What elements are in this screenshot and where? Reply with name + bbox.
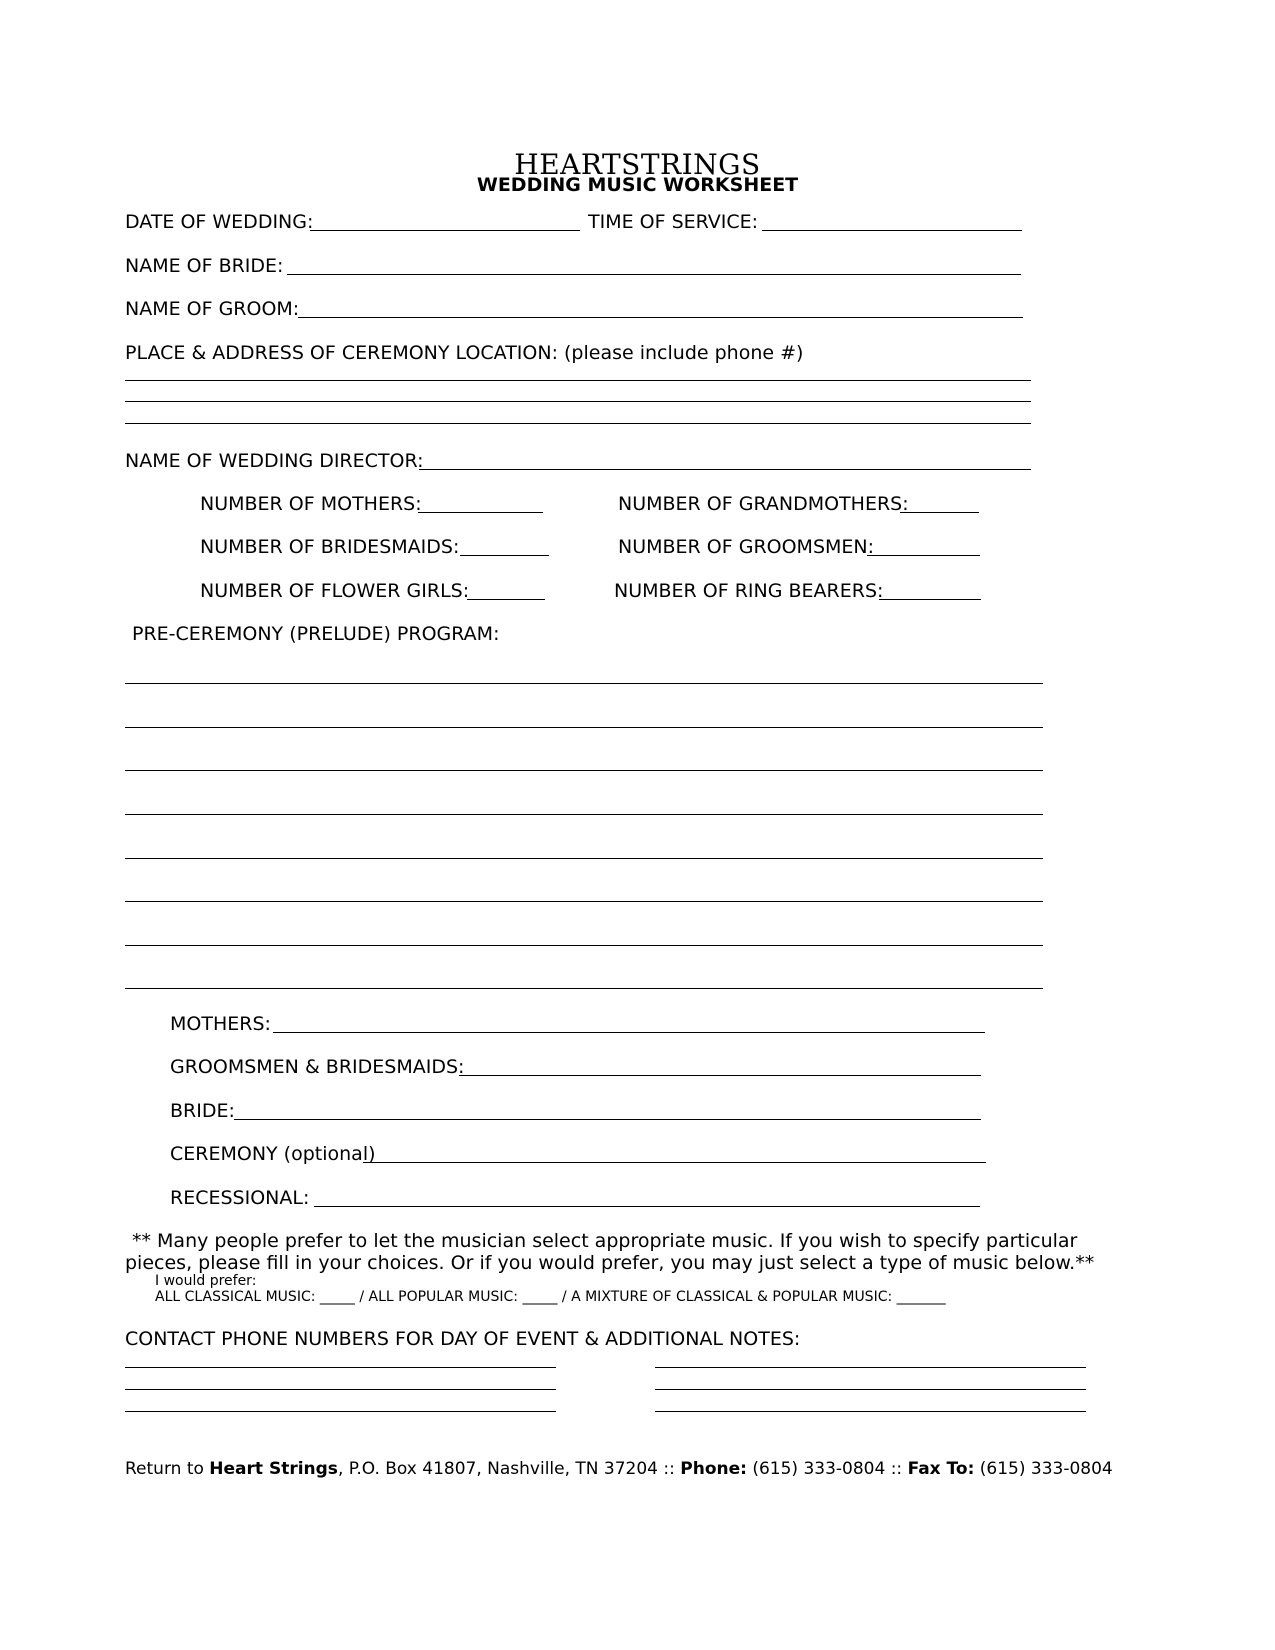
bride-field[interactable] [234, 1119, 981, 1120]
prelude-line-4[interactable] [125, 814, 1043, 815]
footer-phone: (615) 333-0804 :: [746, 1459, 908, 1479]
prelude-line-2[interactable] [125, 727, 1043, 728]
footer-fax: (615) 333-0804 [974, 1459, 1113, 1479]
groomsmen-bridesmaids-field[interactable] [459, 1075, 981, 1076]
ceremony-location-field-3[interactable] [125, 423, 1031, 424]
prelude-program-label: PRE-CEREMONY (PRELUDE) PROGRAM: [132, 623, 500, 645]
number-of-bridesmaids-label: NUMBER OF BRIDESMAIDS: [200, 536, 460, 558]
number-of-ring-bearers-label: NUMBER OF RING BEARERS: [614, 580, 884, 602]
date-of-wedding-field[interactable] [310, 230, 580, 231]
ceremony-field[interactable] [363, 1162, 986, 1163]
ceremony-label: CEREMONY (optional) [170, 1143, 376, 1165]
ceremony-location-field-2[interactable] [125, 401, 1031, 402]
number-of-ring-bearers-field[interactable] [879, 599, 981, 600]
time-of-service-label: TIME OF SERVICE: [588, 211, 759, 233]
contact-line-right-2[interactable] [655, 1389, 1086, 1390]
ceremony-location-field-1[interactable] [125, 380, 1031, 381]
music-note-line-2: pieces, please fill in your choices. Or if you would prefer, you may just select a type of music below.** [125, 1252, 1095, 1274]
date-of-wedding-label: DATE OF WEDDING: [125, 211, 314, 233]
number-of-groomsmen-field[interactable] [867, 555, 980, 556]
contact-line-left-1[interactable] [125, 1367, 556, 1368]
time-of-service-field[interactable] [762, 230, 1022, 231]
number-of-mothers-field[interactable] [418, 512, 543, 513]
footer-phone-label: Phone: [680, 1459, 747, 1479]
page-title: WEDDING MUSIC WORKSHEET [476, 174, 799, 196]
number-of-grandmothers-field[interactable] [900, 512, 979, 513]
number-of-mothers-label: NUMBER OF MOTHERS: [200, 493, 422, 515]
contact-line-right-3[interactable] [655, 1411, 1086, 1412]
contact-label: CONTACT PHONE NUMBERS FOR DAY OF EVENT & ADDITIONAL NOTES: [125, 1328, 801, 1350]
heartstrings-logo: HEARTSTRINGS [514, 148, 761, 181]
wedding-director-field[interactable] [419, 469, 1031, 470]
recessional-field[interactable] [314, 1206, 980, 1207]
prelude-line-7[interactable] [125, 945, 1043, 946]
ceremony-location-label: PLACE & ADDRESS OF CEREMONY LOCATION: (please include phone #) [125, 342, 804, 364]
number-of-grandmothers-label: NUMBER OF GRANDMOTHERS: [618, 493, 909, 515]
bride-label: BRIDE: [170, 1100, 235, 1122]
mothers-field[interactable] [273, 1032, 985, 1033]
contact-line-left-3[interactable] [125, 1411, 556, 1412]
name-of-bride-field[interactable] [287, 274, 1021, 275]
prelude-line-5[interactable] [125, 858, 1043, 859]
prelude-line-3[interactable] [125, 770, 1043, 771]
footer-return-to: Return to [125, 1459, 210, 1479]
prelude-line-1[interactable] [125, 683, 1043, 684]
contact-line-right-1[interactable] [655, 1367, 1086, 1368]
number-of-bridesmaids-field[interactable] [460, 555, 549, 556]
mothers-label: MOTHERS: [170, 1013, 271, 1035]
number-of-flower-girls-field[interactable] [467, 599, 545, 600]
prelude-line-8[interactable] [125, 988, 1043, 989]
music-preference-options[interactable]: ALL CLASSICAL MUSIC: _____ / ALL POPULAR MUSIC: _____ / A MIXTURE OF CLASSICAL & POPULAR MUSIC: _______ [155, 1289, 946, 1305]
footer-company: Heart Strings [209, 1459, 338, 1479]
wedding-director-label: NAME OF WEDDING DIRECTOR: [125, 450, 424, 472]
name-of-bride-label: NAME OF BRIDE: [125, 255, 284, 277]
contact-line-left-2[interactable] [125, 1389, 556, 1390]
number-of-groomsmen-label: NUMBER OF GROOMSMEN: [618, 536, 875, 558]
name-of-groom-field[interactable] [298, 317, 1023, 318]
groomsmen-bridesmaids-label: GROOMSMEN & BRIDESMAIDS: [170, 1056, 465, 1078]
prelude-line-6[interactable] [125, 901, 1043, 902]
footer-fax-label: Fax To: [907, 1459, 975, 1479]
number-of-flower-girls-label: NUMBER OF FLOWER GIRLS: [200, 580, 470, 602]
footer-address: , P.O. Box 41807, Nashville, TN 37204 :: [337, 1459, 681, 1479]
recessional-label: RECESSIONAL: [170, 1187, 310, 1209]
footer [125, 1457, 1113, 1481]
prefer-label: I would prefer: [155, 1273, 257, 1289]
music-note-line-1: ** Many people prefer to let the musician select appropriate music. If you wish to specify particular [132, 1230, 1078, 1252]
name-of-groom-label: NAME OF GROOM: [125, 298, 300, 320]
